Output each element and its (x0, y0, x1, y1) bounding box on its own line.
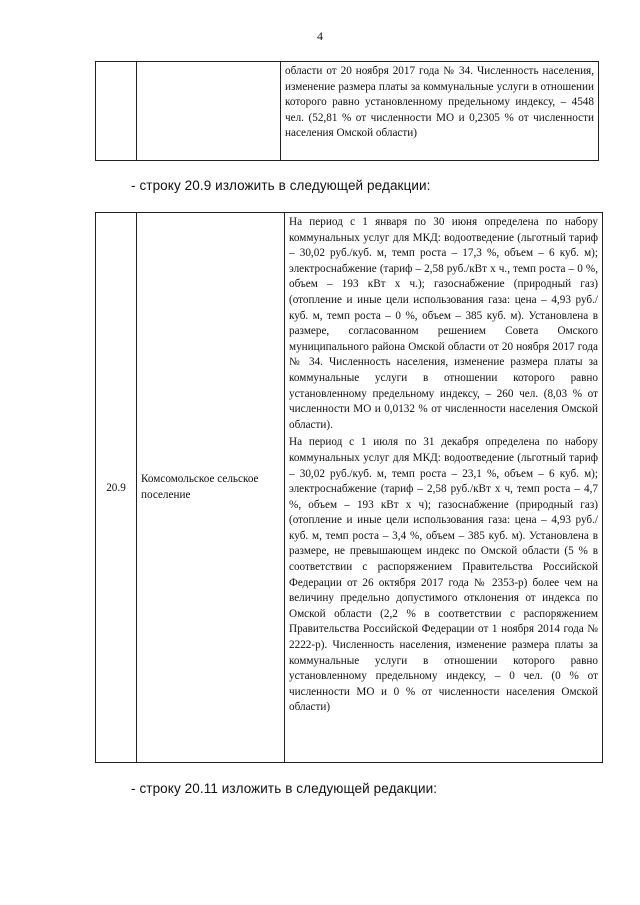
description-cell (285, 213, 603, 763)
description-paragraph-2: На период с 1 июля по 31 декабря определена по набору коммунальных услуг для МКД: водоотведение (льготный тариф – 30,02 руб./куб. м, темп роста – 23,1 %, объем – 6 куб. м); электроснабжение (тариф – 2,58 руб./кВт х ч, темп роста – 4,7 %, объем – 193 кВт х ч); газоснабжение (природный газ) (отопление и иные цели использования газа: цена – 4,93 руб./куб. м, темп роста – 3,4 %, объем – 385 куб. м). Установлена в размере, не превышающем индекс по Омской области (5 % в соответствии с распоряжением Правительства Российской Федерации от 26 октября 2017 года № 2353-р) более чем на величину предельно допустимого отклонения от индекса по Омской области (2,2 % в соответствии с распоряжением Правительства Российской Федерации от 1 ноября 2014 года № 2222-р). Численность населения, изменение размера платы за коммунальные услуги в отношении которого равно установленному предельному индексу, – 0 чел. (0 % от численности МО и 0 % от численности населения Омской области) (289, 436, 598, 714)
description-cell (281, 62, 599, 161)
instruction-line: - строку 20.11 изложить в следующей редакции: (131, 781, 438, 796)
table-row (96, 62, 599, 161)
continuation-table (95, 61, 599, 161)
page-number: 4 (317, 29, 323, 43)
description-paragraph-1: На период с 1 января по 30 июня определена по набору коммунальных услуг для МКД: водоотведение (льготный тариф – 30,02 руб./куб. м, темп роста – 17,3 %, объем – 6 куб. м); электроснабжение (тариф – 2,58 руб./кВт х ч., темп роста – 0 %, объем – 193 кВт х ч.); газоснабжение (природный газ) (отопление и иные цели использования газа: цена – 4,93 руб./куб. м, темп роста – 0 %, объем – 385 куб. м). Установлена в размере, согласованном решением Совета Омского муниципального района Омской области от 20 ноября 2017 года № 34. Численность населения, изменение размера платы за коммунальные услуги в отношении которого равно установленному предельному индексу, – 260 чел. (8,03 % от численности МО и 0,0132 % от численности населения Омской области). (289, 216, 598, 431)
description-text: области от 20 ноября 2017 года № 34. Численность населения, изменение размера платы за коммунальные услуги в отношении которого равно установленному предельному индексу, – 4548 чел. (52,81 % от численности МО и 0,2305 % от численности населения Омской области) (285, 65, 594, 140)
number-cell (96, 62, 137, 161)
table-row (96, 213, 603, 763)
instruction-line: - строку 20.9 изложить в следующей редакции: (131, 178, 431, 193)
row-20-9-table (95, 212, 603, 763)
name-cell (137, 62, 281, 161)
settlement-name: Комсомольское сельское поселение (137, 213, 285, 763)
row-number: 20.9 (96, 213, 137, 763)
